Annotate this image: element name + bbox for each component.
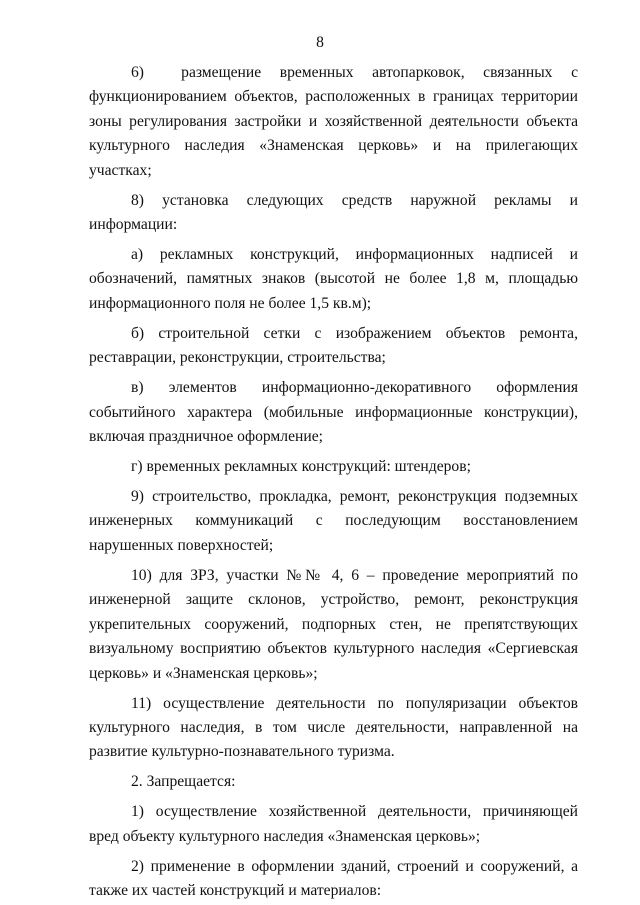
paragraph-subitem-v: в) элементов информационно-декоративного оформления событийного характера (мобильные информационные конструкции), включая праздничное оформление; (89, 379, 578, 446)
paragraph-item-9: 9) строительство, прокладка, ремонт, реконструкция подземных инженерных коммуникаций с последующим восстановлением нарушенных поверхностей; (89, 488, 578, 554)
paragraph-prohibited-1: 1) осуществление хозяйственной деятельности, причиняющей вред объекту культурного наследия «Знаменская церковь»; (89, 803, 578, 845)
paragraph-subitem-a: а) рекламных конструкций, информационных надписей и обозначений, памятных знаков (высотой не более 1,8 м, площадью информационного поля не более 1,5 кв.м); (89, 246, 578, 312)
paragraph-item-10: 10) для ЗРЗ, участки №№ 4, 6 – проведение мероприятий по инженерной защите склонов, устройство, ремонт, реконструкция укрепительных сооружений, подпорных стен, не препятствующих визуальному восприятию объектов культурного наследия «Сергиевская церковь» и «Знаменская церковь»; (89, 566, 578, 682)
document-body (89, 61, 578, 904)
paragraph-item-8: 8) установка следующих средств наружной рекламы и информации: (89, 191, 578, 234)
page-number: 8 (316, 34, 324, 51)
paragraph-subitem-g: г) временных рекламных конструкций: штендеров; (131, 458, 471, 476)
paragraph-subitem-b: б) строительной сетки с изображением объектов ремонта, реставрации, реконструкции, строительства; (89, 324, 578, 367)
paragraph-prohibited-2: 2) применение в оформлении зданий, строений и сооружений, а также их частей конструкций и материалов: (89, 857, 578, 900)
section-heading-prohibited: 2. Запрещается: (131, 773, 236, 791)
paragraph-item-6: 6) размещение временных автопарковок, связанных с функционированием объектов, расположенных в границах территории зоны регулирования застройки и хозяйственной деятельности объекта культурного наследия «Знаменская церковь» и на прилегающих участках; (89, 64, 578, 179)
paragraph-item-11: 11) осуществление деятельности по популяризации объектов культурного наследия, в том числе деятельности, направленной на развитие культурно-познавательного туризма. (89, 694, 578, 761)
